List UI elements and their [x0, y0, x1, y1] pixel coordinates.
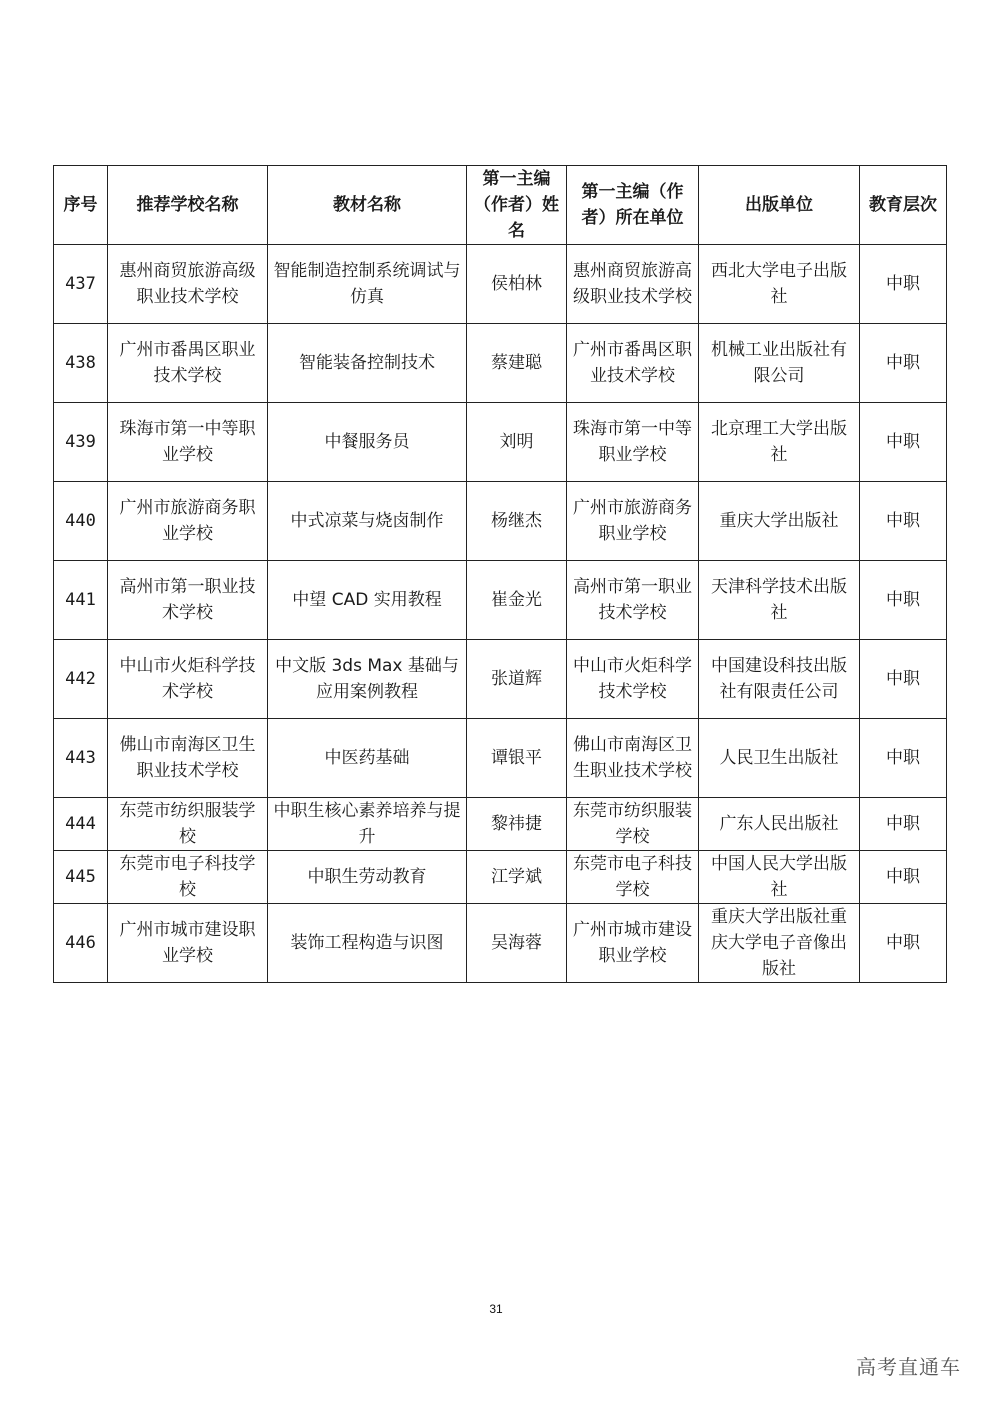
- cell-author: 江学斌: [467, 851, 567, 904]
- cell-school: 惠州商贸旅游高级职业技术学校: [108, 245, 268, 324]
- cell-textbook: 装饰工程构造与识图: [268, 904, 467, 983]
- cell-textbook: 中式凉菜与烧卤制作: [268, 482, 467, 561]
- cell-seq: 441: [54, 561, 108, 640]
- header-author: 第一主编（作者）姓名: [467, 166, 567, 245]
- cell-author: 侯柏林: [467, 245, 567, 324]
- cell-level: 中职: [860, 561, 947, 640]
- cell-author: 蔡建聪: [467, 324, 567, 403]
- table-header-row: [54, 166, 947, 245]
- cell-author-unit: 东莞市电子科技学校: [567, 851, 699, 904]
- cell-author: 刘明: [467, 403, 567, 482]
- cell-level: 中职: [860, 640, 947, 719]
- header-seq: 序号: [54, 166, 108, 245]
- cell-seq: 442: [54, 640, 108, 719]
- cell-school: 东莞市纺织服装学校: [108, 798, 268, 851]
- cell-seq: 445: [54, 851, 108, 904]
- cell-author: 黎祎捷: [467, 798, 567, 851]
- cell-textbook: 智能制造控制系统调试与仿真: [268, 245, 467, 324]
- cell-level: 中职: [860, 904, 947, 983]
- cell-level: 中职: [860, 245, 947, 324]
- textbook-table: [53, 165, 947, 983]
- cell-author-unit: 广州市番禺区职业技术学校: [567, 324, 699, 403]
- cell-school: 高州市第一职业技术学校: [108, 561, 268, 640]
- header-level: 教育层次: [860, 166, 947, 245]
- cell-textbook: 中医药基础: [268, 719, 467, 798]
- table-row: [54, 403, 947, 482]
- cell-textbook: 中职生核心素养培养与提升: [268, 798, 467, 851]
- cell-seq: 446: [54, 904, 108, 983]
- cell-author: 杨继杰: [467, 482, 567, 561]
- cell-school: 广州市番禺区职业技术学校: [108, 324, 268, 403]
- cell-textbook: 智能装备控制技术: [268, 324, 467, 403]
- table-row: [54, 640, 947, 719]
- cell-publisher: 北京理工大学出版社: [699, 403, 860, 482]
- cell-level: 中职: [860, 798, 947, 851]
- cell-seq: 444: [54, 798, 108, 851]
- cell-seq: 439: [54, 403, 108, 482]
- table-row: [54, 561, 947, 640]
- cell-author: 崔金光: [467, 561, 567, 640]
- cell-publisher: 中国人民大学出版社: [699, 851, 860, 904]
- cell-school: 广州市城市建设职业学校: [108, 904, 268, 983]
- cell-publisher: 机械工业出版社有限公司: [699, 324, 860, 403]
- cell-publisher: 广东人民出版社: [699, 798, 860, 851]
- cell-seq: 443: [54, 719, 108, 798]
- cell-publisher: 人民卫生出版社: [699, 719, 860, 798]
- table-row: [54, 324, 947, 403]
- cell-school: 珠海市第一中等职业学校: [108, 403, 268, 482]
- cell-level: 中职: [860, 324, 947, 403]
- cell-textbook: 中望 CAD 实用教程: [268, 561, 467, 640]
- cell-level: 中职: [860, 403, 947, 482]
- cell-author-unit: 惠州商贸旅游高级职业技术学校: [567, 245, 699, 324]
- header-school: 推荐学校名称: [108, 166, 268, 245]
- cell-textbook: 中职生劳动教育: [268, 851, 467, 904]
- table-row: [54, 798, 947, 851]
- cell-level: 中职: [860, 719, 947, 798]
- cell-author-unit: 高州市第一职业技术学校: [567, 561, 699, 640]
- cell-seq: 440: [54, 482, 108, 561]
- cell-school: 广州市旅游商务职业学校: [108, 482, 268, 561]
- cell-author-unit: 佛山市南海区卫生职业技术学校: [567, 719, 699, 798]
- cell-author-unit: 中山市火炬科学技术学校: [567, 640, 699, 719]
- cell-publisher: 天津科学技术出版社: [699, 561, 860, 640]
- table-row: [54, 904, 947, 983]
- cell-author-unit: 广州市旅游商务职业学校: [567, 482, 699, 561]
- cell-school: 东莞市电子科技学校: [108, 851, 268, 904]
- cell-textbook: 中文版 3ds Max 基础与应用案例教程: [268, 640, 467, 719]
- cell-publisher: 重庆大学出版社重庆大学电子音像出版社: [699, 904, 860, 983]
- header-publisher: 出版单位: [699, 166, 860, 245]
- cell-author-unit: 珠海市第一中等职业学校: [567, 403, 699, 482]
- cell-publisher: 西北大学电子出版社: [699, 245, 860, 324]
- cell-seq: 438: [54, 324, 108, 403]
- watermark: 高考直通车: [856, 1355, 961, 1379]
- table-row: [54, 245, 947, 324]
- cell-publisher: 重庆大学出版社: [699, 482, 860, 561]
- cell-author: 张道辉: [467, 640, 567, 719]
- cell-textbook: 中餐服务员: [268, 403, 467, 482]
- table-row: [54, 851, 947, 904]
- cell-seq: 437: [54, 245, 108, 324]
- page-number: 31: [489, 1302, 503, 1316]
- cell-author-unit: 东莞市纺织服装学校: [567, 798, 699, 851]
- cell-school: 中山市火炬科学技术学校: [108, 640, 268, 719]
- cell-author: 谭银平: [467, 719, 567, 798]
- cell-author: 吴海蓉: [467, 904, 567, 983]
- cell-level: 中职: [860, 851, 947, 904]
- cell-school: 佛山市南海区卫生职业技术学校: [108, 719, 268, 798]
- cell-level: 中职: [860, 482, 947, 561]
- cell-author-unit: 广州市城市建设职业学校: [567, 904, 699, 983]
- header-author-unit: 第一主编（作者）所在单位: [567, 166, 699, 245]
- table-row: [54, 719, 947, 798]
- cell-publisher: 中国建设科技出版社有限责任公司: [699, 640, 860, 719]
- header-textbook: 教材名称: [268, 166, 467, 245]
- table-row: [54, 482, 947, 561]
